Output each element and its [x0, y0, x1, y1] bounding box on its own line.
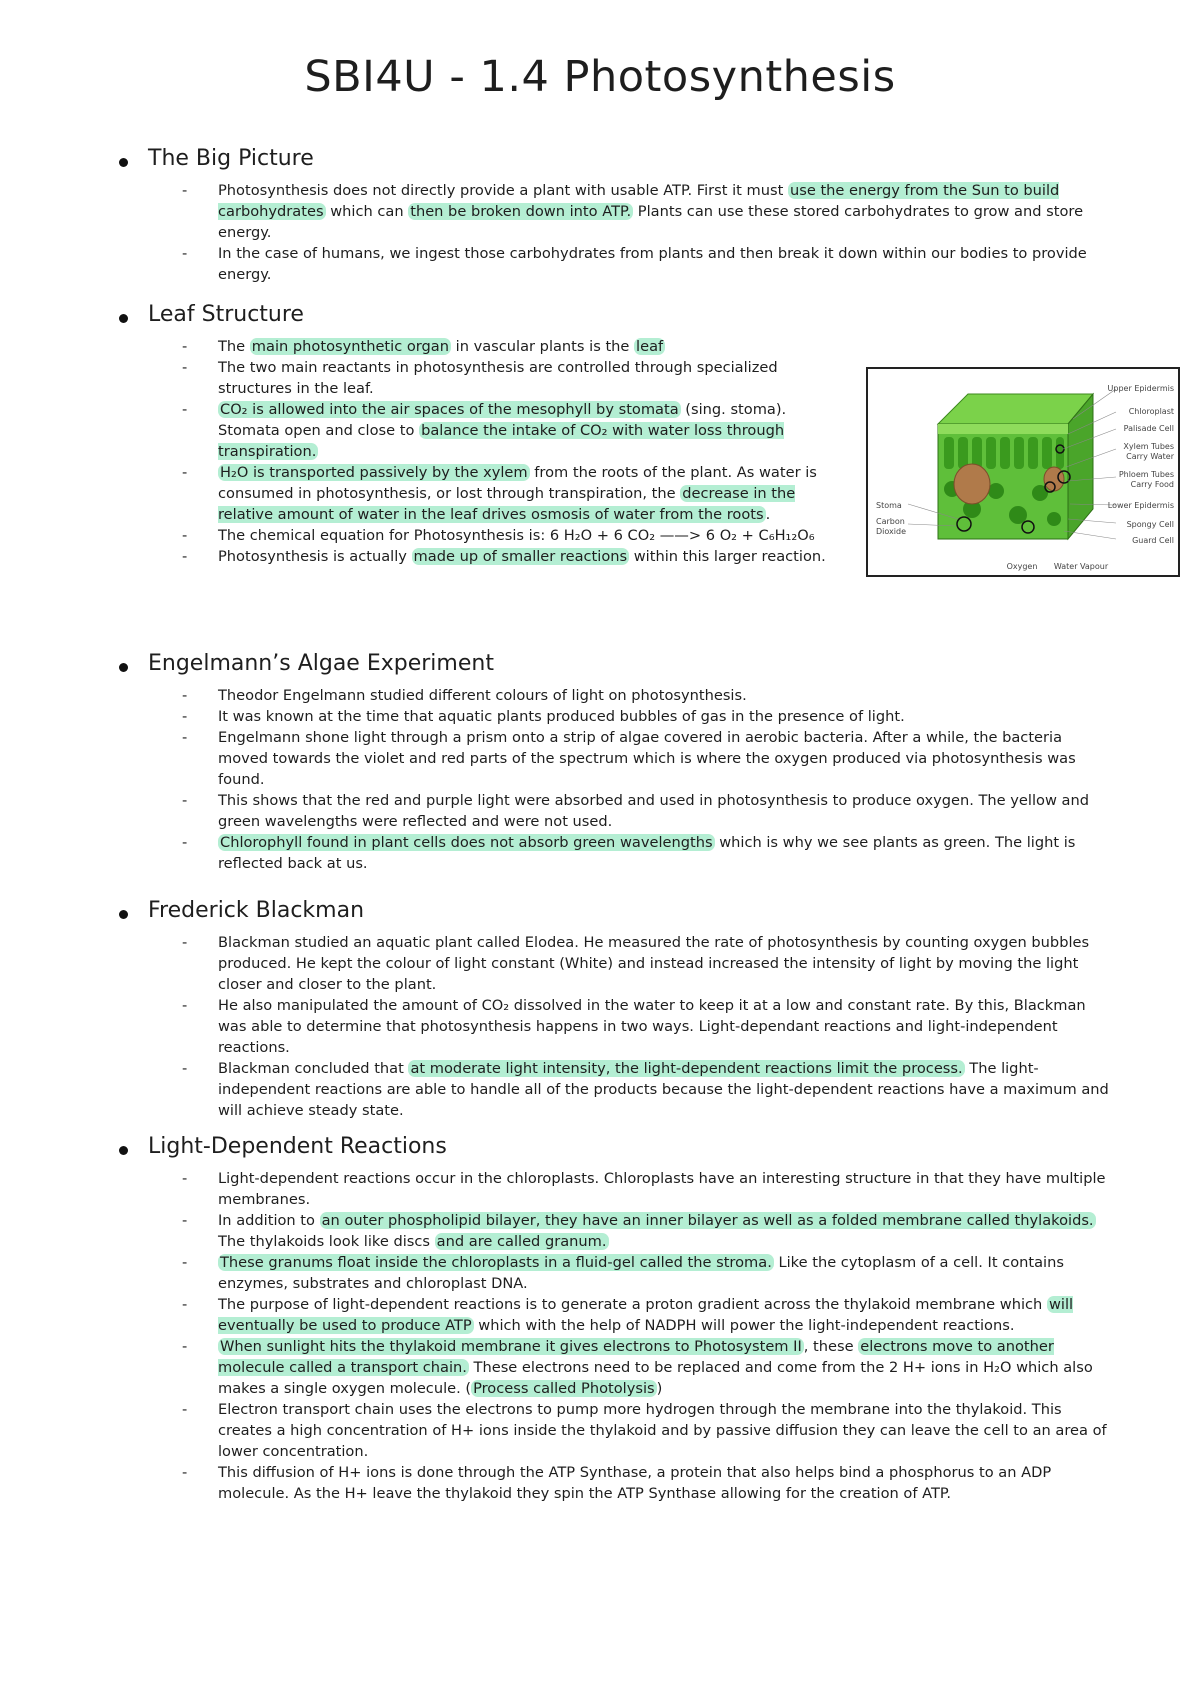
list-item: - Theodor Engelmann studied different colours of light on photosynthesis. — [182, 687, 747, 704]
list-item: - Photosynthesis is actually made up of smaller reactions within this larger reaction. — [182, 548, 826, 565]
section-big-picture — [112, 146, 1112, 285]
section-heading: Engelmann’s Algae Experiment — [148, 651, 494, 676]
section-blackman — [112, 898, 1112, 1121]
bullet-icon — [119, 1146, 128, 1155]
highlight: an outer phospholipid bilayer, they have an inner bilayer as well as a folded membrane called thylakoids. — [321, 1212, 1094, 1229]
leaf-diagram — [866, 367, 1180, 577]
list-item: - These granums float inside the chloroplasts in a fluid-gel called the stroma. Like the cytoplasm of a cell. It contains enzymes, substrates and chloroplast DNA. — [182, 1254, 1064, 1292]
list-item: - Light-dependent reactions occur in the chloroplasts. Chloroplasts have an interesting structure in that they have multiple membranes. — [182, 1170, 1106, 1208]
highlight: decrease in the relative amount of water in the leaf drives osmosis of water from the roots — [218, 485, 796, 523]
list-item: - He also manipulated the amount of CO₂ dissolved in the water to keep it at a low and constant rate. By this, Blackman was able to determine that photosynthesis happens in two ways. Light-dependant reactions and light-independent reactions. — [182, 997, 1086, 1056]
highlight: leaf — [636, 338, 664, 355]
diagram-label: Carbon — [876, 517, 905, 526]
highlight: H₂O is transported passively by the xylem — [220, 464, 528, 481]
diagram-label: Carry Food — [1130, 480, 1174, 489]
bullet-icon — [119, 158, 128, 167]
bullet-icon — [119, 910, 128, 919]
highlight: Process called Photolysis — [473, 1380, 655, 1397]
list-item: - The two main reactants in photosynthesis are controlled through specialized structures in the leaf. — [182, 359, 778, 397]
section-heading: Light-Dependent Reactions — [148, 1134, 447, 1159]
highlight: balance the intake of CO₂ with water loss through transpiration. — [218, 422, 785, 460]
diagram-label: Phloem Tubes — [1118, 470, 1174, 479]
diagram-label: Spongy Cell — [1126, 520, 1174, 529]
list-item: - When sunlight hits the thylakoid membrane it gives electrons to Photosystem II , these electrons move to another molecule called a transport chain. These electrons need to be replaced and come from the 2 H+ ions in H₂O which also makes a single oxygen molecule. ( Process called Photolysis ) — [182, 1338, 1093, 1397]
highlight: When sunlight hits the thylakoid membrane it gives electrons to Photosystem II — [220, 1338, 802, 1355]
list-item: - The chemical equation for Photosynthesis is: 6 H₂O + 6 CO₂ ——> 6 O₂ + C₆H₁₂O₆ — [182, 527, 815, 544]
list-item: - CO₂ is allowed into the air spaces of the mesophyll by stomata (sing. stoma). Stomata open and close to balance the intake of CO₂ with water loss through transpiration. — [182, 401, 787, 460]
section-engelmann — [112, 651, 1112, 874]
list-item: - Blackman studied an aquatic plant called Elodea. He measured the rate of photosynthesis by counting oxygen bubbles produced. He kept the colour of light constant (White) and instead increased the intensity of light by moving the light closer and closer to the plant. — [182, 934, 1090, 993]
diagram-label: Palisade Cell — [1123, 424, 1174, 433]
highlight: and are called granum. — [436, 1233, 607, 1250]
section-heading: Leaf Structure — [148, 302, 304, 327]
list-item: - The main photosynthetic organ in vascular plants is the leaf — [182, 338, 664, 355]
highlight: electrons move to another molecule called a transport chain. — [218, 1338, 1054, 1376]
diagram-label: Lower Epidermis — [1107, 501, 1174, 510]
section-heading: Frederick Blackman — [148, 898, 365, 923]
highlight: then be broken down into ATP. — [410, 203, 632, 220]
diagram-label: Xylem Tubes — [1123, 442, 1174, 451]
highlight: at moderate light intensity, the light-dependent reactions limit the process. — [410, 1060, 963, 1077]
diagram-label: Dioxide — [876, 527, 906, 536]
list-item: - This diffusion of H+ ions is done through the ATP Synthase, a protein that also helps bind a phosphorus to an ADP molecule. As the H+ leave the thylakoid they spin the ATP Synthase allowing for the creation of ATP. — [182, 1464, 1052, 1502]
diagram-label: Upper Epidermis — [1107, 384, 1174, 393]
list-item: - Photosynthesis does not directly provide a plant with usable ATP. First it must use the energy from the Sun to build carbohydrates which can then be broken down into ATP. Plants can use these stored carbohydrates to grow and store energy. — [182, 182, 1084, 241]
highlight: made up of smaller reactions — [413, 548, 628, 565]
highlight: These granums float inside the chloroplasts in a fluid-gel called the stroma. — [220, 1254, 772, 1271]
list-item: - The purpose of light-dependent reactions is to generate a proton gradient across the thylakoid membrane which will eventually be used to produce ATP which with the help of NADPH will power the light-independent reactions. — [182, 1296, 1074, 1334]
section-light-dependent — [112, 1134, 1112, 1504]
list-item: - In the case of humans, we ingest those carbohydrates from plants and then break it down within our bodies to provide energy. — [182, 245, 1087, 283]
diagram-label: Oxygen — [1006, 562, 1038, 571]
list-item: - Engelmann shone light through a prism onto a strip of algae covered in aerobic bacteria. After a while, the bacteria moved towards the violet and red parts of the spectrum which is where the oxygen produced via photosynthesis was found. — [182, 729, 1076, 788]
highlight: use the energy from the Sun to build carbohydrates — [218, 182, 1060, 220]
section-heading: The Big Picture — [148, 146, 314, 171]
leaf-cross-section-image — [868, 369, 1178, 575]
bullet-icon — [119, 314, 128, 323]
diagram-label: Stoma — [876, 501, 902, 510]
list-item: - It was known at the time that aquatic plants produced bubbles of gas in the presence of light. — [182, 708, 905, 725]
list-item: - In addition to an outer phospholipid bilayer, they have an inner bilayer as well as a folded membrane called thylakoids. The thylakoids look like discs and are called granum. — [182, 1212, 1094, 1250]
page-title: SBI4U - 1.4 Photosynthesis — [304, 52, 896, 102]
list-item: - Chlorophyll found in plant cells does not absorb green wavelengths which is why we see plants as green. The light is reflected back at us. — [182, 834, 1076, 872]
list-item: - This shows that the red and purple light were absorbed and used in photosynthesis to produce oxygen. The yellow and green wavelengths were reflected and were not used. — [182, 792, 1089, 830]
section-leaf-structure — [112, 302, 840, 567]
list-item: - Electron transport chain uses the electrons to pump more hydrogen through the membrane into the thylakoid. This creates a high concentration of H+ ions inside the thylakoid and by passive diffusion they can leave the cell to an area of lower concentration. — [182, 1401, 1107, 1460]
bullet-icon — [119, 663, 128, 672]
list-item: - Blackman concluded that at moderate light intensity, the light-dependent reactions limit the process. The light-independent reactions are able to handle all of the products because the light-dependent reactions have a maximum and will achieve steady state. — [182, 1060, 1109, 1119]
highlight: CO₂ is allowed into the air spaces of the mesophyll by stomata — [220, 401, 679, 418]
diagram-label: Chloroplast — [1128, 407, 1174, 416]
highlight: main photosynthetic organ — [251, 338, 449, 355]
diagram-label: Guard Cell — [1132, 536, 1174, 545]
list-item: - H₂O is transported passively by the xylem from the roots of the plant. As water is consumed in photosynthesis, or lost through transpiration, the decrease in the relative amount of water in the leaf drives osmosis of water from the roots . — [182, 464, 817, 523]
diagram-label: Carry Water — [1126, 452, 1174, 461]
highlight: will eventually be used to produce ATP — [218, 1296, 1074, 1334]
diagram-label: Water Vapour — [1053, 562, 1109, 571]
highlight: Chlorophyll found in plant cells does not absorb green wavelengths — [220, 834, 713, 851]
